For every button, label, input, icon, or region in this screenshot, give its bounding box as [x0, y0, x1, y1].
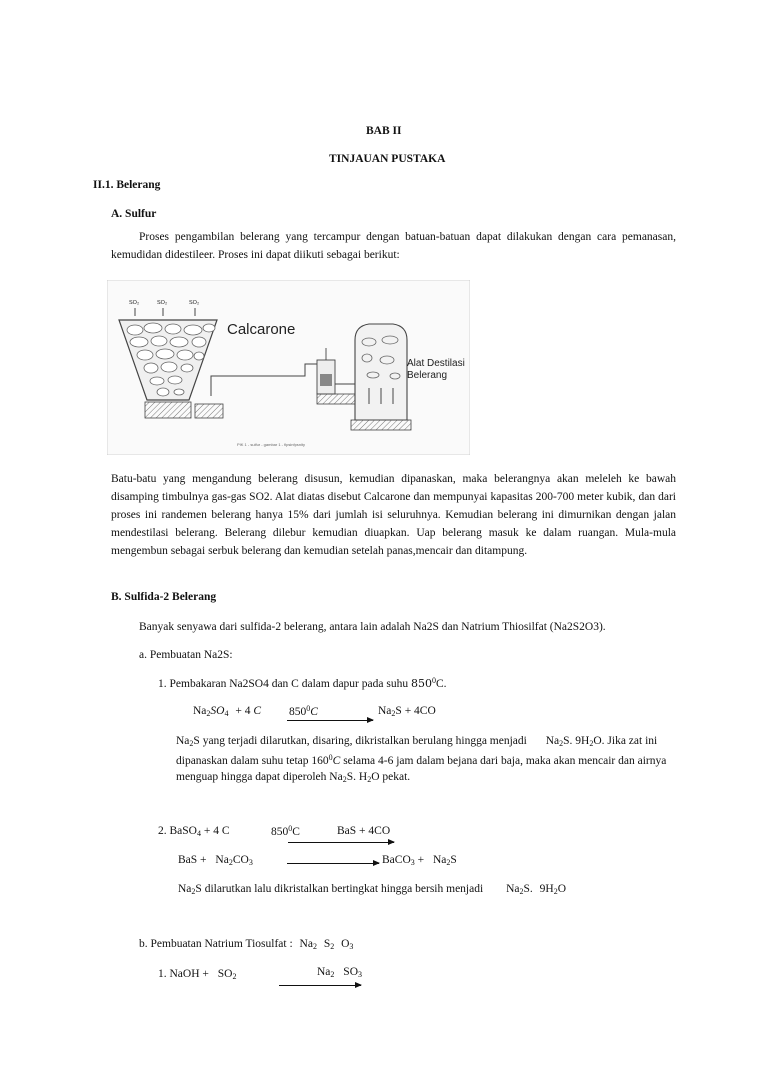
step2-arrow [288, 842, 394, 843]
r1-cond-sup: 0 [306, 704, 311, 713]
note1-text-c: O. Jika zat ini [593, 735, 658, 747]
note1-line2-a: dipanaskan dalam suhu tetap [176, 755, 309, 767]
note2-text-a: S dilarutkan lalu dikristalkan bertingkat hingga bersih menjadi [195, 883, 484, 895]
step2-product: BaS + 4CO [337, 825, 391, 837]
subsection-b-heading: B. Sulfida-2 Belerang [111, 591, 217, 603]
r2-right-baco: BaCO [382, 854, 411, 866]
calcarone-paragraph: Batu-batu yang mengandung belerang disusun, kemudian dipanaskan, maka belerangnya akan meleleh ke bawah disamping timbulnya gas-gas SO2. Alat diatas disebut Calcarone dan mempunyai kapasitas 200-700 meter kubik, dan dari proses ini randemen belerang hanya 15% dari jumlah isi seluruhnya. Kemudian belerang ini dimurnikan dengan jalan mendestilasi belerang. Belerang dilebur kemudian diuapkan. Uap belerang masuk ke dalam ruangan. Mula-mula mengembun sebagai serbuk belerang dan kemudian setelah panas,mencair dan ditampung. [111, 473, 676, 557]
part-b-na: Na [299, 938, 313, 950]
reaction1-left [193, 705, 261, 718]
reaction2-right: BaCO$_3$ + $Na_2S$ [382, 854, 457, 867]
reaction2-left: BaS + $Na_2CO_3$ [178, 854, 253, 867]
chapter-label: BAB II [366, 125, 402, 137]
note1-line3: menguap hingga dapat diperoleh $Na_2S$. $H_2O$ pekat. [176, 771, 411, 784]
destilasi-label-line1: Alat Destilasi [407, 358, 465, 369]
r1-na-sub: 2 [206, 709, 211, 718]
note2-text-b: S. [523, 883, 533, 895]
step1-deg: 0 [431, 676, 436, 685]
step3-left: 1. NaOH + $SO_2$ [158, 968, 237, 981]
step3-arrow [279, 985, 361, 986]
gas-label-1: SO₂ [129, 300, 140, 306]
step1-temp: 850 [410, 677, 432, 690]
calcarone-figure [107, 280, 470, 455]
reaction1-arrow [287, 720, 373, 721]
section-heading: II.1. Belerang [93, 179, 161, 191]
step1-text: 1. Pembakaran Na2SO4 dan C dalam dapur pada suhu [158, 678, 409, 690]
intro-paragraph: Proses pengambilan belerang yang tercampur dengan batuan-batuan dapat dilakukan dengan cara pemanasan, kemudidan didestileer. Proses ini dapat diikuti sebagai berikut: [111, 231, 676, 261]
gas-label-2: SO₂ [157, 300, 168, 306]
note1-temp: 160 [311, 755, 329, 767]
step3-so: SO [217, 968, 233, 980]
part-b-s: S [323, 938, 331, 950]
part-b-text: b. Pembuatan Natrium Tiosulfat : [139, 938, 293, 950]
part-a-heading: a. Pembuatan Na2S: [139, 649, 233, 661]
destilasi-label-line2: Belerang [407, 370, 448, 381]
note1-line3-a: menguap hingga dapat diperoleh [176, 771, 327, 783]
r2-left-co: CO [232, 854, 249, 866]
r1-cond: 850 [289, 706, 307, 718]
subsection-a-heading: A. Sulfur [111, 208, 157, 220]
r1-c: C [253, 705, 262, 717]
note1-line2-b: selama 4-6 jam dalam bejana dari baja, maka akan mencair dan airnya [343, 755, 667, 767]
step2-condition: $850^0C$ [271, 824, 300, 838]
step2-prefix: 2. BaSO [158, 825, 197, 837]
step3-prefix: 1. NaOH + [158, 968, 209, 980]
calcarone-diagram [107, 280, 470, 455]
gas-label-3: SO₂ [189, 300, 200, 306]
note1-line3-c: O pekat. [371, 771, 411, 783]
calcarone-label: Calcarone [227, 321, 296, 338]
note2-line: $Na_2S$ dilarutkan lalu dikristalkan bertingkat hingga bersih menjadi $Na_2S$. $9H_2O$ [178, 883, 567, 896]
note1-line3-b: S. [346, 771, 356, 783]
note2-text-c: O [557, 883, 567, 895]
step1-unit: C. [435, 678, 447, 690]
step2-cond: 850 [271, 826, 289, 838]
r2-right-s: S [450, 854, 457, 866]
r1-so: SO [210, 705, 225, 717]
reaction1-condition [289, 704, 318, 718]
note1-line2: dipanaskan dalam suhu tetap $160^0C$ selama 4-6 jam dalam bejana dari baja, maka akan mencair dan airnya [176, 753, 667, 767]
step3-na: Na [317, 966, 331, 978]
r1-right-na: Na [378, 705, 392, 717]
note1-line1: $Na_2S$ yang terjadi dilarutkan, disaring, dikristalkan berulang hingga menjadi $Na_2S$. $9H_2O$. Jika zat ini [176, 735, 658, 748]
part-b-heading: b. Pembuatan Natrium Tiosulfat : $Na_2$ $S_2$ $O_3$ [139, 938, 354, 951]
r1-right-rest: S + 4CO [395, 705, 436, 717]
r1-plus: + 4 [235, 705, 251, 717]
step3-so-product: SO [343, 966, 358, 978]
step2-left: 2. BaSO$_4$ + 4 C [158, 825, 230, 838]
r1-right-sub: 2 [391, 709, 396, 718]
part-b-o: O [341, 938, 350, 950]
step2-cond-unit: C [292, 826, 300, 838]
step3-product: $Na_2$ $SO_3$ [317, 966, 362, 979]
r1-so-sub: 4 [224, 709, 229, 718]
step1-line [158, 676, 447, 690]
step2-plus: + 4 C [203, 825, 230, 837]
r1-na: Na [193, 705, 207, 717]
r1-cond-unit: C [310, 706, 318, 718]
chapter-title: TINJAUAN PUSTAKA [329, 153, 446, 165]
r2-right-plus: + [417, 854, 425, 866]
r2-right-na: Na [433, 854, 447, 866]
figure-caption: PIK 1 - sulfur - gambar 1 - fipsinfpsnity [237, 442, 306, 447]
reaction2-arrow [287, 863, 379, 864]
r2-left: BaS + [178, 854, 207, 866]
note1-text-a: S yang terjadi dilarutkan, disaring, dikristalkan berulang hingga menjadi [193, 735, 527, 747]
sulfida-paragraph: Banyak senyawa dari sulfida-2 belerang, antara lain adalah Na2S dan Natrium Thiosilfat (Na2S2O3). [139, 621, 606, 633]
r2-left-na: Na [215, 854, 229, 866]
note1-text-b: S. 9H [563, 735, 590, 747]
reaction1-right [378, 705, 436, 718]
